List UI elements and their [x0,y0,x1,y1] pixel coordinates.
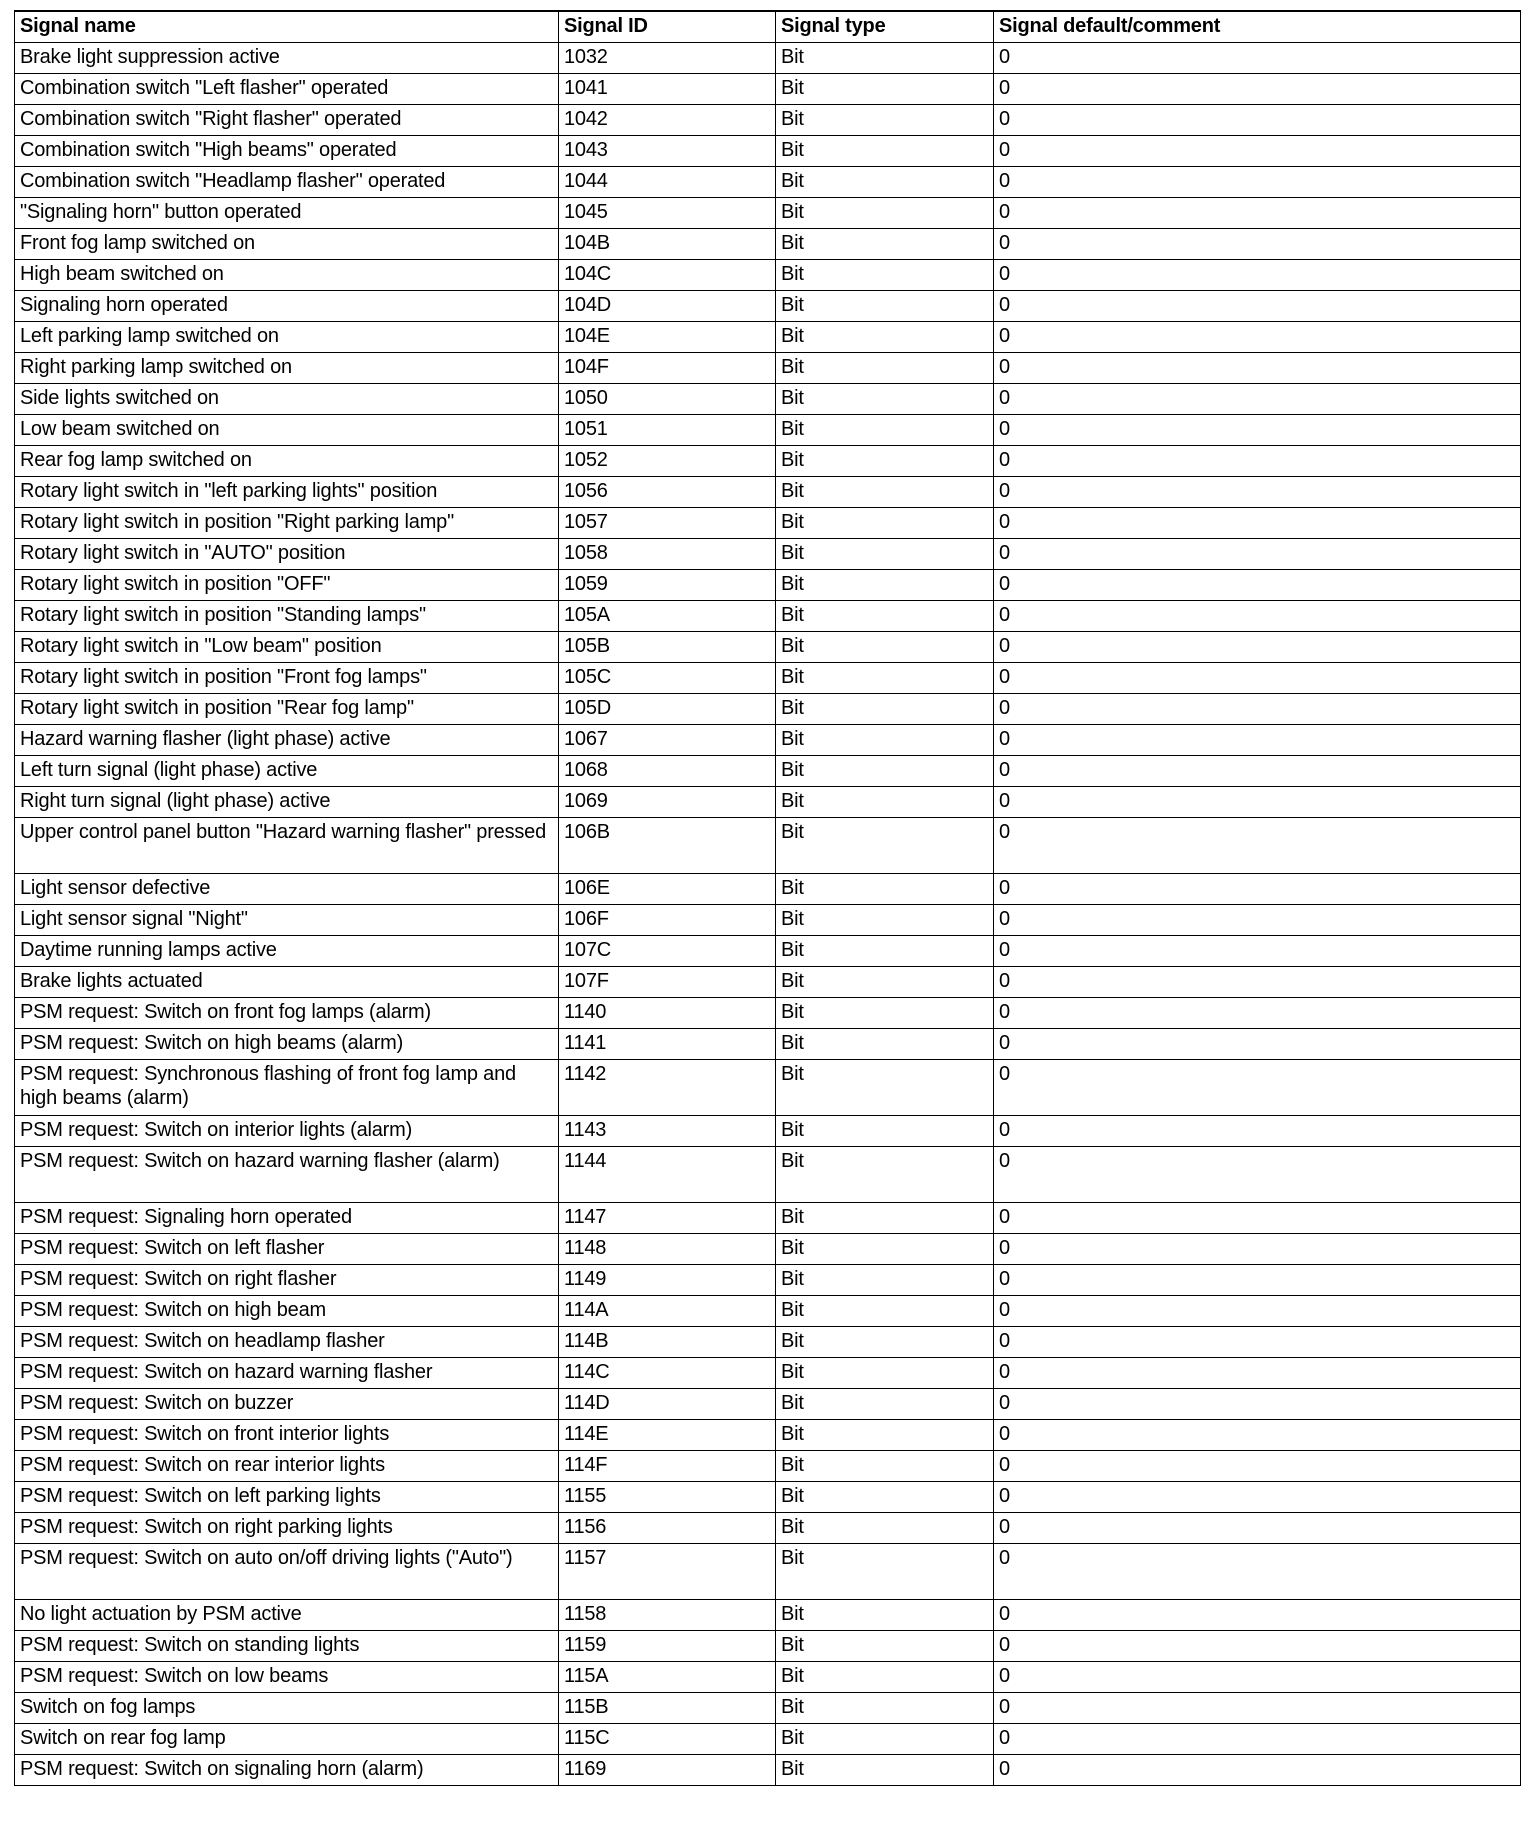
signal-type-cell: Bit [776,1358,994,1389]
signal-type-cell: Bit [776,632,994,663]
signal-name-cell: Brake lights actuated [15,967,559,998]
signal-type-cell: Bit [776,167,994,198]
signal-type-cell: Bit [776,1327,994,1358]
signal-default-cell: 0 [994,1389,1521,1420]
signal-name-cell: PSM request: Signaling horn operated [15,1203,559,1234]
signal-name-cell: Low beam switched on [15,415,559,446]
signal-default-cell: 0 [994,1600,1521,1631]
signal-type-cell: Bit [776,1662,994,1693]
header-signal-id: Signal ID [559,11,776,43]
table-row [15,1420,1521,1451]
signal-type-cell: Bit [776,1234,994,1265]
signal-name-cell: PSM request: Switch on low beams [15,1662,559,1693]
signal-type-cell: Bit [776,1631,994,1662]
signal-type-cell: Bit [776,1724,994,1755]
signal-type-cell: Bit [776,601,994,632]
signal-name-cell: PSM request: Switch on auto on/off driving lights ("Auto") [15,1544,559,1600]
table-row [15,787,1521,818]
signal-default-cell: 0 [994,1147,1521,1203]
signal-type-cell: Bit [776,967,994,998]
signal-type-cell: Bit [776,818,994,874]
signal-default-cell: 0 [994,291,1521,322]
signal-type-cell: Bit [776,787,994,818]
signal-default-cell: 0 [994,1358,1521,1389]
signal-id-cell: 1051 [559,415,776,446]
signal-id-cell: 105C [559,663,776,694]
signal-name-cell: PSM request: Switch on hazard warning flasher [15,1358,559,1389]
signal-name-cell: Right parking lamp switched on [15,353,559,384]
signal-default-cell: 0 [994,1060,1521,1116]
signal-id-cell: 106B [559,818,776,874]
signal-name-cell: PSM request: Switch on hazard warning flasher (alarm) [15,1147,559,1203]
table-row [15,1029,1521,1060]
signal-name-cell: PSM request: Switch on rear interior lights [15,1451,559,1482]
table-row [15,384,1521,415]
signal-default-cell: 0 [994,1631,1521,1662]
table-row [15,570,1521,601]
signal-type-cell: Bit [776,1600,994,1631]
header-row [15,11,1521,43]
signal-id-cell: 1144 [559,1147,776,1203]
signal-default-cell: 0 [994,167,1521,198]
signal-name-cell: Rotary light switch in position "Rear fog lamp" [15,694,559,725]
signal-name-cell: Left parking lamp switched on [15,322,559,353]
signal-id-cell: 114F [559,1451,776,1482]
signal-id-cell: 1148 [559,1234,776,1265]
signal-type-cell: Bit [776,570,994,601]
table-row [15,1389,1521,1420]
table-row [15,1724,1521,1755]
signal-type-cell: Bit [776,477,994,508]
signal-type-cell: Bit [776,905,994,936]
table-row [15,1234,1521,1265]
header-signal-type: Signal type [776,11,994,43]
signal-type-cell: Bit [776,663,994,694]
signal-name-cell: PSM request: Switch on interior lights (alarm) [15,1116,559,1147]
signal-default-cell: 0 [994,415,1521,446]
header-signal-name: Signal name [15,11,559,43]
signal-name-cell: Rotary light switch in position "Standing lamps" [15,601,559,632]
signal-type-cell: Bit [776,229,994,260]
signal-name-cell: PSM request: Switch on right flasher [15,1265,559,1296]
signal-default-cell: 0 [994,694,1521,725]
signal-default-cell: 0 [994,384,1521,415]
signal-id-cell: 1042 [559,105,776,136]
signal-id-cell: 114A [559,1296,776,1327]
signal-id-cell: 1057 [559,508,776,539]
signal-default-cell: 0 [994,1513,1521,1544]
table-row [15,936,1521,967]
table-row [15,1327,1521,1358]
signal-name-cell: PSM request: Switch on high beams (alarm) [15,1029,559,1060]
signal-id-cell: 107F [559,967,776,998]
signal-name-cell: PSM request: Switch on buzzer [15,1389,559,1420]
signal-id-cell: 104C [559,260,776,291]
signal-id-cell: 114C [559,1358,776,1389]
signal-id-cell: 1056 [559,477,776,508]
signal-type-cell: Bit [776,874,994,905]
signal-id-cell: 1067 [559,725,776,756]
signal-name-cell: Hazard warning flasher (light phase) active [15,725,559,756]
signal-name-cell: Front fog lamp switched on [15,229,559,260]
signal-default-cell: 0 [994,818,1521,874]
table-row [15,632,1521,663]
signal-id-cell: 1044 [559,167,776,198]
signal-id-cell: 1068 [559,756,776,787]
signal-type-cell: Bit [776,198,994,229]
signal-id-cell: 104B [559,229,776,260]
signal-id-cell: 1155 [559,1482,776,1513]
signal-type-cell: Bit [776,936,994,967]
table-row [15,508,1521,539]
signal-name-cell: Daytime running lamps active [15,936,559,967]
table-row [15,477,1521,508]
signal-id-cell: 1142 [559,1060,776,1116]
signal-type-cell: Bit [776,1755,994,1786]
signal-id-cell: 1069 [559,787,776,818]
signal-type-cell: Bit [776,1116,994,1147]
signal-id-cell: 1141 [559,1029,776,1060]
signal-type-cell: Bit [776,74,994,105]
signal-id-cell: 1058 [559,539,776,570]
signal-type-cell: Bit [776,353,994,384]
table-row [15,694,1521,725]
table-row [15,74,1521,105]
table-row [15,1296,1521,1327]
signal-id-cell: 104F [559,353,776,384]
signal-default-cell: 0 [994,1116,1521,1147]
signal-id-cell: 1052 [559,446,776,477]
signal-default-cell: 0 [994,353,1521,384]
table-row [15,136,1521,167]
signal-default-cell: 0 [994,1482,1521,1513]
signal-default-cell: 0 [994,725,1521,756]
table-row [15,998,1521,1029]
signal-type-cell: Bit [776,1265,994,1296]
signal-name-cell: PSM request: Switch on signaling horn (alarm) [15,1755,559,1786]
table-row [15,1147,1521,1203]
signal-default-cell: 0 [994,1544,1521,1600]
signal-default-cell: 0 [994,1265,1521,1296]
signal-default-cell: 0 [994,570,1521,601]
table-row [15,1544,1521,1600]
signal-default-cell: 0 [994,632,1521,663]
signal-id-cell: 1158 [559,1600,776,1631]
signal-name-cell: PSM request: Switch on front interior lights [15,1420,559,1451]
signal-name-cell: Rotary light switch in position "Right parking lamp" [15,508,559,539]
signal-default-cell: 0 [994,260,1521,291]
signal-id-cell: 106F [559,905,776,936]
signal-type-cell: Bit [776,291,994,322]
signal-default-cell: 0 [994,874,1521,905]
table-row [15,446,1521,477]
table-row [15,229,1521,260]
table-row [15,1631,1521,1662]
signal-default-cell: 0 [994,905,1521,936]
table-row [15,1600,1521,1631]
signal-id-cell: 1041 [559,74,776,105]
signal-default-cell: 0 [994,74,1521,105]
signal-default-cell: 0 [994,322,1521,353]
signal-name-cell: Combination switch "Headlamp flasher" operated [15,167,559,198]
signal-id-cell: 104E [559,322,776,353]
signal-name-cell: Rotary light switch in position "OFF" [15,570,559,601]
signal-name-cell: Rear fog lamp switched on [15,446,559,477]
signal-id-cell: 115A [559,1662,776,1693]
signal-name-cell: Brake light suppression active [15,43,559,74]
signal-type-cell: Bit [776,1296,994,1327]
table-row [15,322,1521,353]
signal-name-cell: Signaling horn operated [15,291,559,322]
signal-table [14,10,1521,1786]
table-row [15,539,1521,570]
signal-type-cell: Bit [776,1420,994,1451]
signal-id-cell: 115C [559,1724,776,1755]
signal-id-cell: 114D [559,1389,776,1420]
signal-name-cell: PSM request: Switch on left parking lights [15,1482,559,1513]
signal-type-cell: Bit [776,1482,994,1513]
table-row [15,1451,1521,1482]
table-row [15,818,1521,874]
signal-name-cell: High beam switched on [15,260,559,291]
table-row [15,1060,1521,1116]
signal-name-cell: PSM request: Synchronous flashing of front fog lamp and high beams (alarm) [15,1060,559,1116]
signal-default-cell: 0 [994,1451,1521,1482]
signal-id-cell: 114B [559,1327,776,1358]
signal-id-cell: 104D [559,291,776,322]
table-row [15,725,1521,756]
signal-name-cell: Switch on fog lamps [15,1693,559,1724]
signal-id-cell: 105A [559,601,776,632]
signal-default-cell: 0 [994,43,1521,74]
signal-name-cell: PSM request: Switch on standing lights [15,1631,559,1662]
table-row [15,1662,1521,1693]
signal-id-cell: 1032 [559,43,776,74]
table-row [15,415,1521,446]
signal-name-cell: Rotary light switch in "left parking lights" position [15,477,559,508]
table-row [15,1358,1521,1389]
signal-type-cell: Bit [776,1513,994,1544]
signal-id-cell: 1143 [559,1116,776,1147]
signal-id-cell: 1147 [559,1203,776,1234]
table-row [15,353,1521,384]
signal-id-cell: 1043 [559,136,776,167]
signal-id-cell: 1050 [559,384,776,415]
signal-name-cell: PSM request: Switch on right parking lights [15,1513,559,1544]
signal-id-cell: 1159 [559,1631,776,1662]
signal-default-cell: 0 [994,663,1521,694]
signal-id-cell: 115B [559,1693,776,1724]
table-row [15,663,1521,694]
signal-default-cell: 0 [994,446,1521,477]
table-row [15,967,1521,998]
signal-id-cell: 1149 [559,1265,776,1296]
signal-type-cell: Bit [776,105,994,136]
signal-name-cell: Right turn signal (light phase) active [15,787,559,818]
signal-name-cell: Combination switch "Left flasher" operated [15,74,559,105]
signal-type-cell: Bit [776,1451,994,1482]
signal-type-cell: Bit [776,1203,994,1234]
signal-id-cell: 114E [559,1420,776,1451]
signal-default-cell: 0 [994,601,1521,632]
signal-type-cell: Bit [776,508,994,539]
signal-name-cell: PSM request: Switch on front fog lamps (alarm) [15,998,559,1029]
table-row [15,1116,1521,1147]
signal-type-cell: Bit [776,1060,994,1116]
signal-name-cell: Switch on rear fog lamp [15,1724,559,1755]
table-row [15,874,1521,905]
signal-default-cell: 0 [994,105,1521,136]
signal-default-cell: 0 [994,229,1521,260]
signal-default-cell: 0 [994,1420,1521,1451]
table-row [15,601,1521,632]
table-row [15,1203,1521,1234]
signal-id-cell: 107C [559,936,776,967]
signal-name-cell: Light sensor defective [15,874,559,905]
table-row [15,260,1521,291]
signal-default-cell: 0 [994,936,1521,967]
signal-default-cell: 0 [994,198,1521,229]
signal-type-cell: Bit [776,43,994,74]
signal-id-cell: 1169 [559,1755,776,1786]
signal-name-cell: Combination switch "High beams" operated [15,136,559,167]
signal-type-cell: Bit [776,998,994,1029]
table-row [15,167,1521,198]
signal-default-cell: 0 [994,508,1521,539]
table-row [15,1265,1521,1296]
signal-default-cell: 0 [994,1234,1521,1265]
table-row [15,1693,1521,1724]
signal-type-cell: Bit [776,539,994,570]
signal-default-cell: 0 [994,1203,1521,1234]
signal-id-cell: 1045 [559,198,776,229]
signal-default-cell: 0 [994,998,1521,1029]
signal-type-cell: Bit [776,1029,994,1060]
signal-name-cell: Combination switch "Right flasher" operated [15,105,559,136]
signal-type-cell: Bit [776,1147,994,1203]
signal-default-cell: 0 [994,539,1521,570]
signal-name-cell: PSM request: Switch on left flasher [15,1234,559,1265]
signal-id-cell: 1157 [559,1544,776,1600]
signal-default-cell: 0 [994,1662,1521,1693]
signal-id-cell: 1156 [559,1513,776,1544]
signal-id-cell: 1059 [559,570,776,601]
signal-name-cell: Upper control panel button "Hazard warning flasher" pressed [15,818,559,874]
signal-default-cell: 0 [994,477,1521,508]
signal-type-cell: Bit [776,694,994,725]
signal-type-cell: Bit [776,1693,994,1724]
table-row [15,1755,1521,1786]
signal-type-cell: Bit [776,384,994,415]
signal-name-cell: PSM request: Switch on high beam [15,1296,559,1327]
signal-type-cell: Bit [776,1544,994,1600]
signal-default-cell: 0 [994,136,1521,167]
signal-name-cell: Light sensor signal "Night" [15,905,559,936]
signal-type-cell: Bit [776,322,994,353]
header-signal-default: Signal default/comment [994,11,1521,43]
signal-type-cell: Bit [776,136,994,167]
signal-type-cell: Bit [776,260,994,291]
signal-default-cell: 0 [994,1327,1521,1358]
signal-type-cell: Bit [776,1389,994,1420]
signal-default-cell: 0 [994,787,1521,818]
signal-default-cell: 0 [994,1693,1521,1724]
table-row [15,105,1521,136]
signal-name-cell: Left turn signal (light phase) active [15,756,559,787]
table-row [15,1482,1521,1513]
signal-name-cell: "Signaling horn" button operated [15,198,559,229]
signal-type-cell: Bit [776,756,994,787]
signal-default-cell: 0 [994,1029,1521,1060]
signal-type-cell: Bit [776,446,994,477]
table-row [15,1513,1521,1544]
table-row [15,198,1521,229]
signal-default-cell: 0 [994,1724,1521,1755]
table-row [15,756,1521,787]
signal-type-cell: Bit [776,415,994,446]
signal-name-cell: No light actuation by PSM active [15,1600,559,1631]
signal-id-cell: 106E [559,874,776,905]
signal-name-cell: Side lights switched on [15,384,559,415]
signal-default-cell: 0 [994,967,1521,998]
signal-default-cell: 0 [994,1296,1521,1327]
signal-name-cell: Rotary light switch in "AUTO" position [15,539,559,570]
signal-name-cell: Rotary light switch in "Low beam" position [15,632,559,663]
signal-default-cell: 0 [994,756,1521,787]
signal-type-cell: Bit [776,725,994,756]
signal-id-cell: 105B [559,632,776,663]
signal-name-cell: Rotary light switch in position "Front fog lamps" [15,663,559,694]
signal-id-cell: 105D [559,694,776,725]
table-row [15,291,1521,322]
signal-id-cell: 1140 [559,998,776,1029]
table-row [15,43,1521,74]
table-row [15,905,1521,936]
signal-name-cell: PSM request: Switch on headlamp flasher [15,1327,559,1358]
signal-default-cell: 0 [994,1755,1521,1786]
